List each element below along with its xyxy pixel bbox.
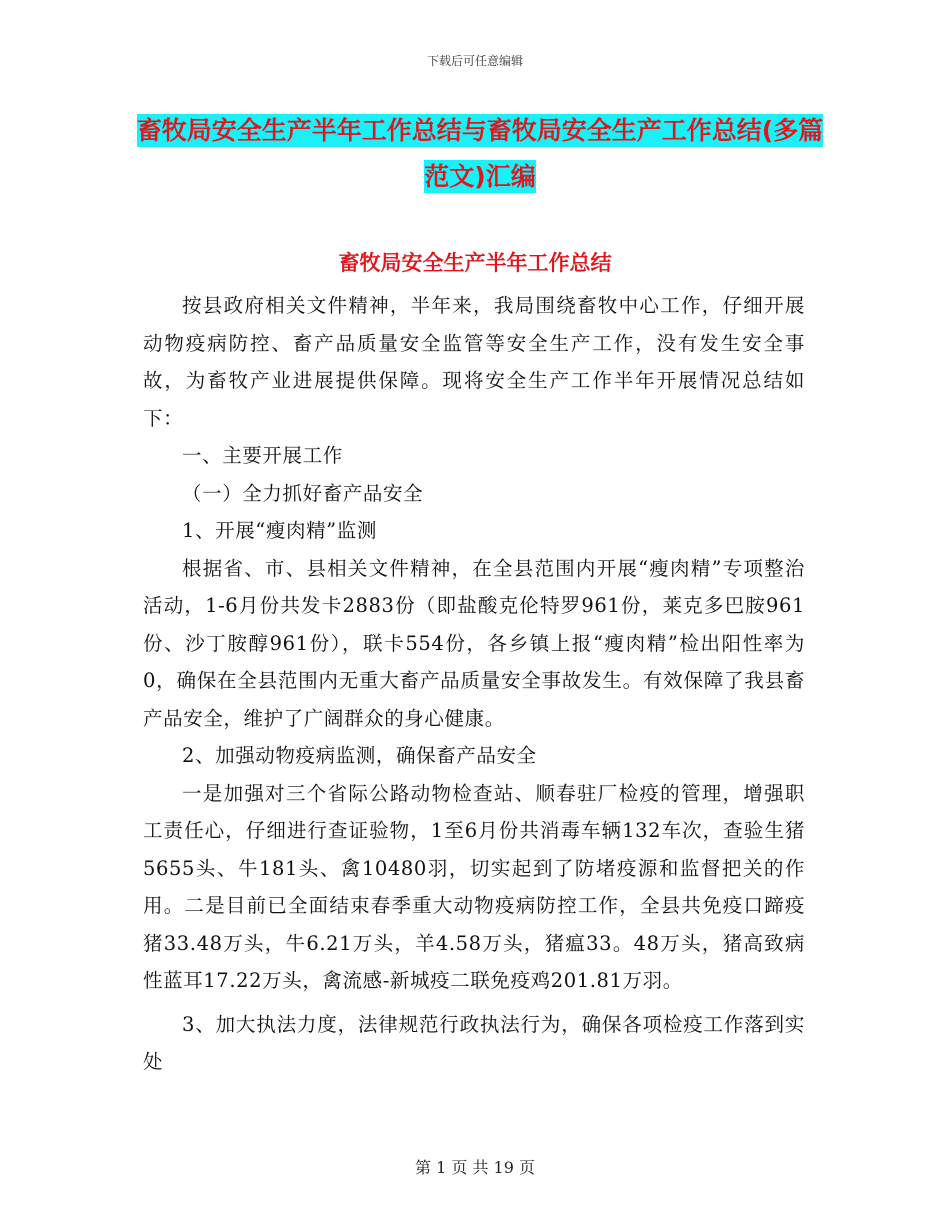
document-title-text: 畜牧局安全生产半年工作总结与畜牧局安全生产工作总结(多篇范文)汇编 <box>136 116 824 191</box>
paragraph: 3、加大执法力度，法律规范行政执法行为，确保各项检疫工作落到实处 <box>143 1012 805 1073</box>
page-number: 第 1 页 共 19 页 <box>415 1158 535 1177</box>
paragraph: 一、主要开展工作 <box>182 444 343 467</box>
document-body <box>143 287 805 1081</box>
paragraph: 一是加强对三个省际公路动物检查站、顺春驻厂检疫的管理，增强职工责任心，仔细进行查证验物，1至6月份共消毒车辆132车次，查验生猪5655头、牛181头、禽10480羽，切实起到了防堵疫源和监督把关的作用。二是目前已全面结束春季重大动物疫病防控工作，全县共免疫口蹄疫猪33.48万头，牛6.21万头，羊4.58万头，猪瘟33。48万头，猪高致病性蓝耳17.22万头，禽流感-新城疫二联免疫鸡201.81万羽。 <box>143 781 805 992</box>
document-title <box>130 108 830 200</box>
paragraph: （一）全力抓好畜产品安全 <box>182 481 424 505</box>
paragraph: 根据省、市、县相关文件精神，在全县范围内开展“瘦肉精”专项整治活动，1-6月份共发卡2883份（即盐酸克伦特罗961份，莱克多巴胺961份、沙丁胺醇961份），联卡554份，各乡镇上报“瘦肉精”检出阳性率为0，确保在全县范围内无重大畜产品质量安全事故发生。有效保障了我县畜产品安全，维护了广阔群众的身心健康。 <box>143 556 805 730</box>
page-header-note: 下载后可任意编辑 <box>426 54 523 68</box>
section-heading: 畜牧局安全生产半年工作总结 <box>338 251 612 275</box>
paragraph: 1、开展“瘦肉精”监测 <box>182 519 377 542</box>
paragraph: 按县政府相关文件精神，半年来，我局围绕畜牧中心工作，仔细开展动物疫病防控、畜产品质量安全监管等安全生产工作，没有发生安全事故，为畜牧产业进展提供保障。现将安全生产工作半年开展情况总结如下： <box>143 294 805 430</box>
paragraph: 2、加强动物疫病监测，确保畜产品安全 <box>182 744 537 767</box>
